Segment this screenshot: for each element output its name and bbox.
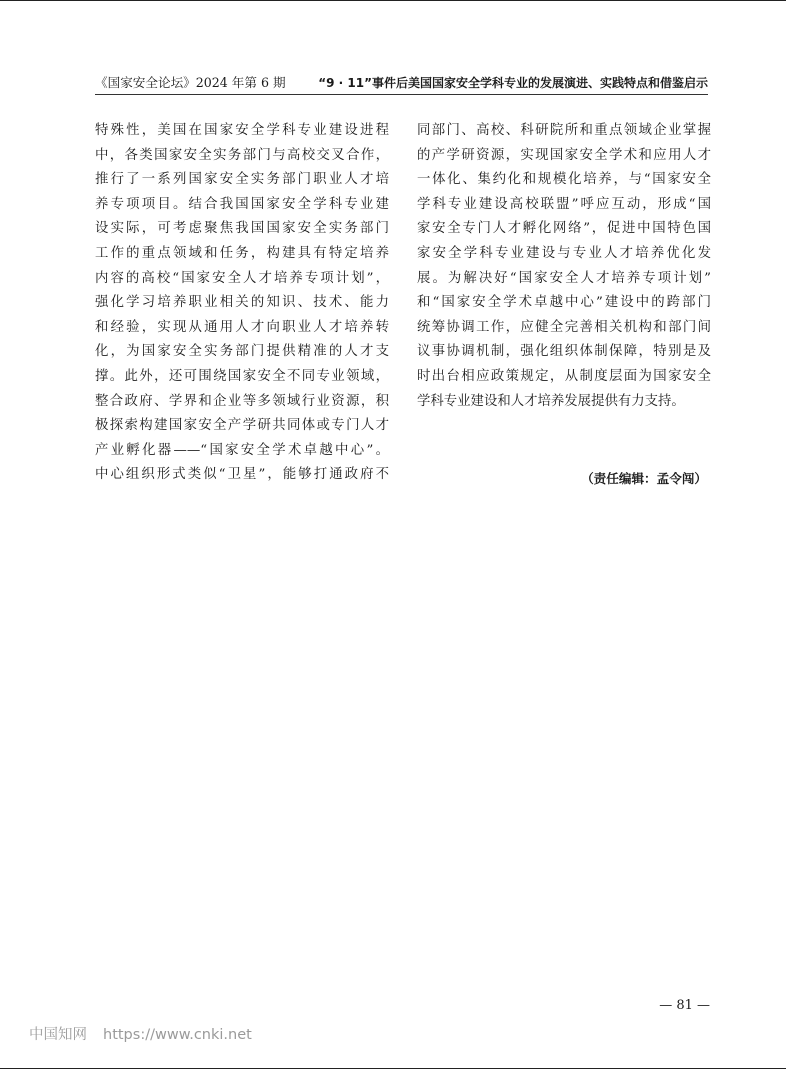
article-title: “9 · 11”事件后美国国家安全学科专业的发展演进、实践特点和借鉴启示 [318, 76, 708, 90]
text-line: 和“国家安全学术卓越中心”建设中的跨部门 [417, 295, 711, 311]
page-number: — 81 — [659, 998, 710, 1013]
text-line: 同部门、高校、科研院所和重点领域企业掌握 [417, 123, 711, 138]
text-line: 家安全专门人才孵化网络”，促进中国特色国 [417, 221, 711, 237]
text-line: 化，为国家安全实务部门提供精准的人才支 [95, 344, 389, 360]
text-line: 中，各类国家安全实务部门与高校交叉合作， [95, 147, 389, 163]
text-line: 的产学研资源，实现国家安全学术和应用人才 [417, 147, 711, 163]
editor-note: （责任编辑：孟令闯） [581, 471, 707, 486]
text-line: 统筹协调工作，应健全完善相关机构和部门间 [417, 319, 711, 335]
text-line: 时出台相应政策规定，从制度层面为国家安全 [417, 368, 711, 384]
text-line: 议事协调机制，强化组织体制保障，特别是及 [417, 344, 711, 360]
text-line: 撑。此外，还可围绕国家安全不同专业领域， [95, 368, 389, 384]
text-line: 整合政府、学界和企业等多领域行业资源，积 [95, 393, 389, 409]
journal-issue: 《国家安全论坛》2024 年第 6 期 [95, 75, 286, 90]
text-line: 学科专业建设和人才培养发展提供有力支持。 [417, 393, 685, 409]
watermark [29, 1024, 252, 1046]
left-text-column [95, 119, 389, 488]
text-line: 内容的高校“国家安全人才培养专项计划”， [95, 270, 389, 286]
text-line: 一体化、集约化和规模化培养，与“国家安全 [417, 172, 711, 188]
text-line: 产业孵化器——“国家安全学术卓越中心”。 [95, 442, 389, 458]
text-line: 工作的重点领域和任务，构建具有特定培养 [95, 245, 389, 261]
text-line: 养专项项目。结合我国国家安全学科专业建 [95, 196, 389, 212]
right-text-column [417, 119, 711, 414]
text-line: 学科专业建设高校联盟”呼应互动，形成“国 [417, 196, 711, 212]
text-line: 展。为解决好“国家安全人才培养专项计划” [417, 270, 711, 286]
text-line: 特殊性，美国在国家安全学科专业建设进程 [95, 123, 389, 138]
text-line: 强化学习培养职业相关的知识、技术、能力 [95, 295, 389, 311]
text-line: 和经验，实现从通用人才向职业人才培养转 [95, 319, 389, 335]
text-line: 推行了一系列国家安全实务部门职业人才培 [95, 172, 389, 188]
watermark-url: https://www.cnki.net [103, 1027, 252, 1043]
watermark-brand: 中国知网 [29, 1027, 87, 1043]
text-line: 设实际，可考虑聚焦我国国家安全实务部门 [95, 221, 389, 237]
text-line: 极探索构建国家安全产学研共同体或专门人才 [95, 418, 389, 434]
text-line: 家安全学科专业建设与专业人才培养优化发 [417, 245, 711, 261]
running-header [95, 72, 708, 95]
text-line: 中心组织形式类似“卫星”，能够打通政府不 [95, 467, 389, 483]
